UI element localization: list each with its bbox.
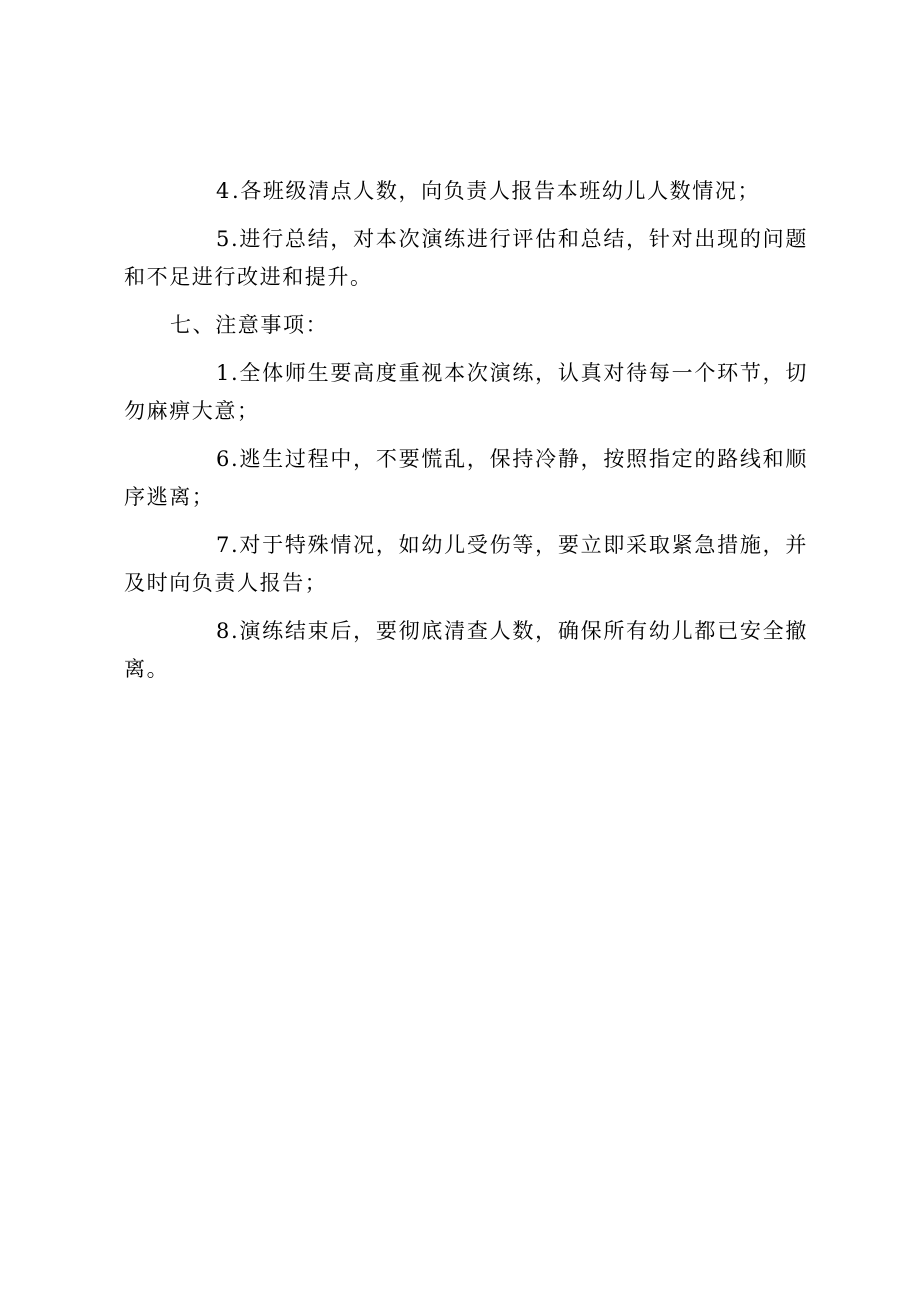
item-text: 各班级清点人数，向负责人报告本班幼儿人数情况； [240, 179, 761, 203]
item-number: 8 [216, 619, 231, 643]
item-text: 进行总结，对本次演练进行评估和总结，针对出现的问题和不足进行改进和提升。 [124, 227, 808, 289]
paragraph-item-1 [124, 354, 808, 430]
item-text: 对于特殊情况，如幼儿受伤等，要立即采取紧急措施，并及时向负责人报告； [124, 533, 808, 595]
item-separator: . [230, 619, 240, 643]
item-text: 逃生过程中，不要慌乱，保持冷静，按照指定的路线和顺序逃离； [124, 447, 808, 509]
item-text: 全体师生要高度重视本次演练，认真对待每一个环节，切勿麻痹大意； [124, 361, 808, 423]
paragraph-item-4 [124, 172, 808, 210]
paragraph-item-5 [124, 220, 808, 296]
section-heading-notes [124, 306, 808, 344]
item-text: 演练结束后，要彻底清查人数，确保所有幼儿都已安全撤离。 [124, 619, 808, 681]
item-separator: . [232, 179, 241, 203]
item-number: 1 [216, 361, 231, 385]
paragraph-item-6 [124, 440, 808, 516]
item-separator: . [230, 447, 240, 471]
item-separator: . [230, 227, 240, 251]
section-heading-text: 七、注意事项： [170, 313, 329, 337]
item-number: 4 [216, 179, 231, 203]
item-separator: . [230, 533, 240, 557]
item-separator: . [230, 361, 240, 385]
item-number: 5 [216, 227, 231, 251]
item-number: 6 [216, 447, 231, 471]
document-body [124, 172, 808, 688]
paragraph-item-8 [124, 612, 808, 688]
paragraph-item-7 [124, 526, 808, 602]
item-number: 7 [216, 533, 231, 557]
